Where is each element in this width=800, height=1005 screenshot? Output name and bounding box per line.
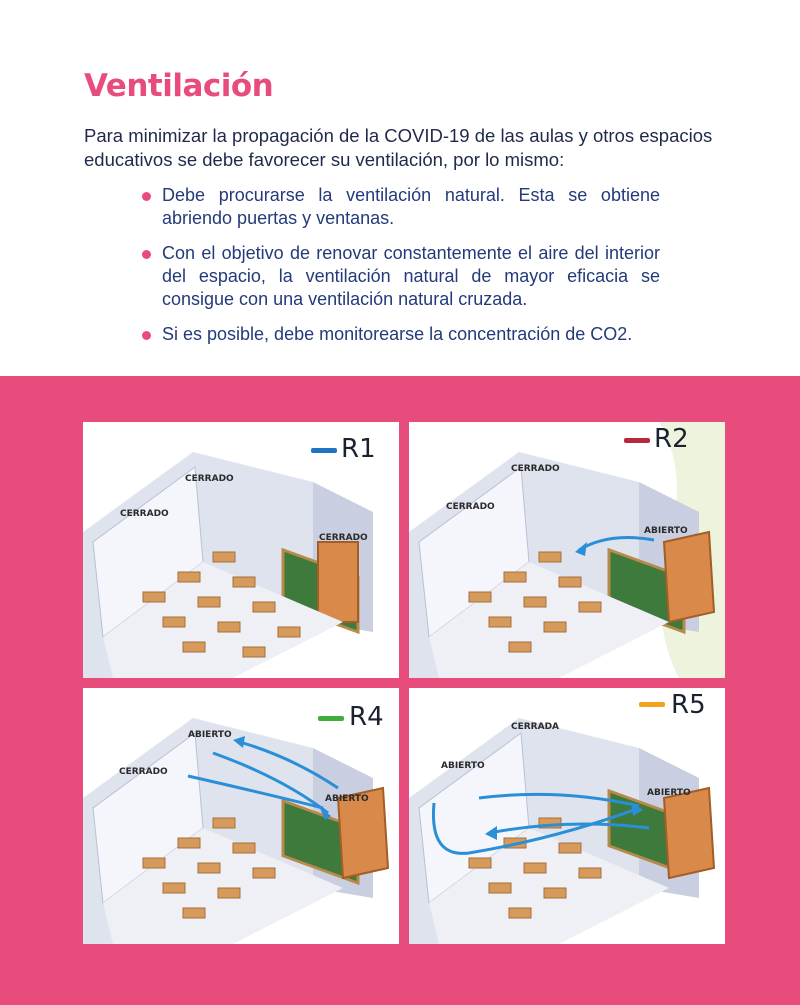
- classroom-illustration: [409, 688, 725, 944]
- legend-swatch-r5: [639, 702, 665, 707]
- page-title: Ventilación: [84, 68, 274, 104]
- panel-label: R5: [671, 690, 706, 720]
- door-state-label: ABIERTO: [644, 526, 688, 536]
- door-state-label: CERRADO: [319, 533, 368, 543]
- intro-paragraph: Para minimizar la propagación de la COVID-19 de las aulas y otros espacios educativos se debe favorecer su ventilación, por lo mismo:: [84, 125, 713, 170]
- bullet-text: Con el objetivo de renovar constantemente el aire del interior del espacio, la ventilación natural de mayor eficacia se consigue con una ventilación natural cruzada.: [162, 243, 660, 309]
- bullet-list: [142, 184, 660, 358]
- window-state-label: CERRADO: [446, 502, 495, 512]
- classroom-panel-r1: [83, 422, 399, 678]
- legend-swatch-r1: [311, 448, 337, 453]
- window-state-label: ABIERTO: [441, 761, 485, 771]
- bullet-item: [142, 323, 660, 346]
- window-state-label: CERRADO: [120, 509, 169, 519]
- classroom-panel-r5: [409, 688, 725, 944]
- window-state-label: CERRADO: [185, 474, 234, 484]
- door-state-label: ABIERTO: [325, 794, 369, 804]
- bullet-text: Debe procurarse la ventilación natural. Esta se obtiene abriendo puertas y ventanas.: [162, 185, 660, 228]
- window-state-label: ABIERTO: [188, 730, 232, 740]
- legend-swatch-r4: [318, 716, 344, 721]
- panel-label: R2: [654, 424, 689, 454]
- bullet-text: Si es posible, debe monitorearse la concentración de CO2.: [162, 324, 633, 344]
- classroom-panel-r4: [83, 688, 399, 944]
- panel-label: R4: [349, 702, 384, 732]
- bullet-dot-icon: [142, 331, 151, 340]
- window-state-label: CERRADO: [511, 464, 560, 474]
- window-state-label: CERRADO: [119, 767, 168, 777]
- panel-label: R1: [341, 434, 376, 464]
- bullet-item: [142, 242, 660, 311]
- bullet-dot-icon: [142, 192, 151, 201]
- legend-swatch-r2: [624, 438, 650, 443]
- window-state-label: CERRADA: [511, 722, 560, 732]
- classroom-illustration: [409, 422, 725, 678]
- door-state-label: ABIERTO: [647, 788, 691, 798]
- bullet-dot-icon: [142, 250, 151, 259]
- classroom-panel-r2: [409, 422, 725, 678]
- bullet-item: [142, 184, 660, 230]
